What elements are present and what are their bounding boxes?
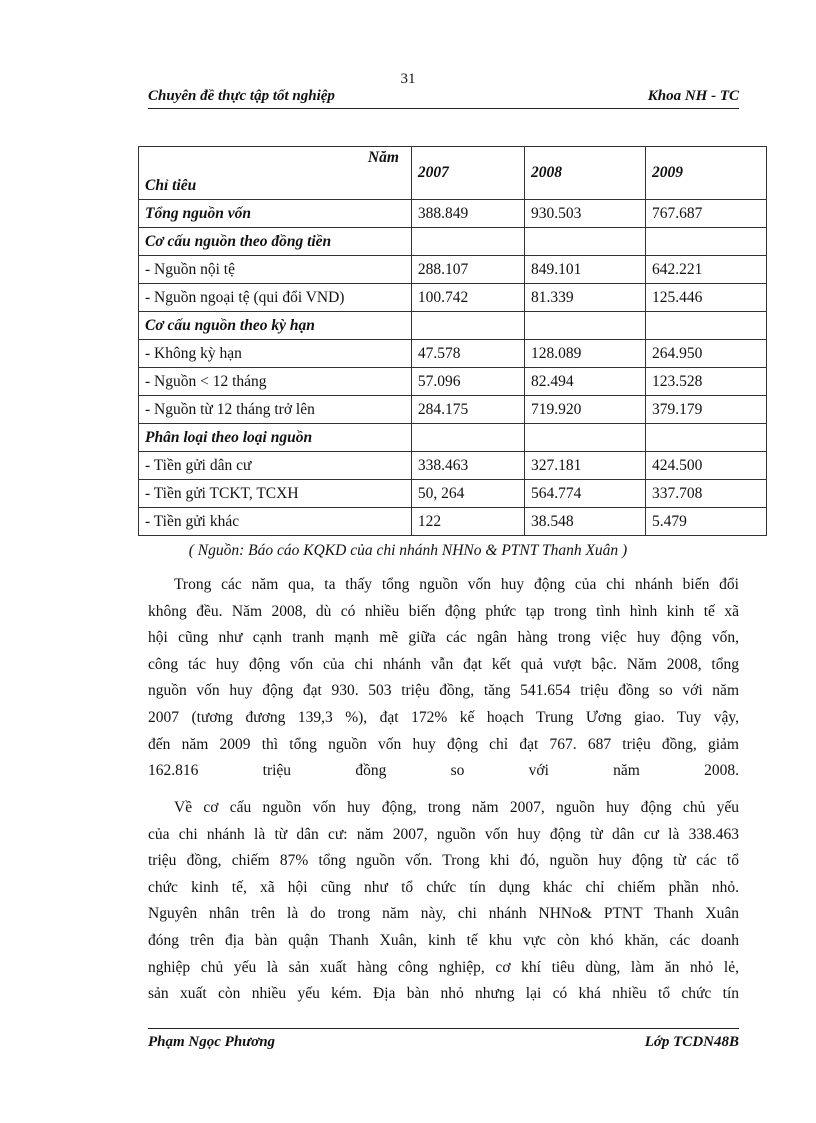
row-value-2008: 849.101 [525, 256, 646, 284]
row-value-2008 [525, 312, 646, 340]
paragraph-line: 2007 (tương đương 139,3 %), đạt 172% kế hoạch Trung Ương giao. Tuy vậy, [148, 708, 739, 726]
header-document-title: Chuyên đề thực tập tốt nghiệp [148, 88, 335, 104]
row-value-2007 [411, 424, 524, 452]
row-value-2007: 100.742 [411, 284, 524, 312]
row-value-2008: 82.494 [525, 368, 646, 396]
row-label: - Nguồn < 12 tháng [139, 368, 412, 396]
corner-indicator-label: Chỉ tiêu [145, 177, 197, 194]
row-label: Cơ cấu nguồn theo kỳ hạn [139, 312, 412, 340]
row-value-2009 [646, 228, 767, 256]
table-row [139, 256, 767, 284]
row-label: - Nguồn ngoại tệ (qui đổi VND) [139, 284, 412, 312]
paragraph-line: đóng trên địa bàn quận Thanh Xuân, kinh tế khu vực còn khó khăn, các doanh [148, 931, 739, 949]
paragraph-line: hội cũng như cạnh tranh mạnh mẽ giữa các ngân hàng trong việc huy động vốn, [148, 629, 739, 647]
table-row [139, 424, 767, 452]
row-value-2008: 327.181 [525, 452, 646, 480]
table-row [139, 340, 767, 368]
year-header-2009: 2009 [646, 147, 767, 200]
row-value-2009: 264.950 [646, 340, 767, 368]
row-label: Tổng nguồn vốn [139, 200, 412, 228]
row-label: - Nguồn nội tệ [139, 256, 412, 284]
paragraph-line: đến năm 2009 thì tổng nguồn vốn huy động chỉ đạt 767. 687 triệu đồng, giảm [148, 735, 739, 753]
row-label: - Tiền gửi dân cư [139, 452, 412, 480]
paragraph-line: chức kinh tế, xã hội cũng như tổ chức tín dụng khác chỉ chiếm phần nhỏ. [148, 878, 739, 896]
row-label: - Không kỳ hạn [139, 340, 412, 368]
paragraph-capital-trend [148, 572, 739, 785]
table-row [139, 508, 767, 536]
row-value-2009: 379.179 [646, 396, 767, 424]
row-value-2009: 123.528 [646, 368, 767, 396]
paragraph-line: công tác huy động vốn của chi nhánh vẫn đạt kết quả vượt bậc. Năm 2008, tổng [148, 655, 739, 673]
table-row [139, 200, 767, 228]
paragraph-line: không đều. Năm 2008, dù có nhiều biến động phức tạp trong tình hình kinh tế xã [148, 602, 739, 620]
table-row [139, 396, 767, 424]
paragraph-capital-structure [148, 795, 739, 1008]
row-value-2008: 719.920 [525, 396, 646, 424]
row-value-2008 [525, 424, 646, 452]
row-value-2008: 930.503 [525, 200, 646, 228]
paragraph-line: nguồn vốn huy động đạt 930. 503 triệu đồng, tăng 541.654 triệu đồng so với năm [148, 682, 739, 700]
row-value-2007: 288.107 [411, 256, 524, 284]
row-value-2007 [411, 312, 524, 340]
row-label: - Tiền gửi khác [139, 508, 412, 536]
row-value-2008 [525, 228, 646, 256]
table-row [139, 284, 767, 312]
row-label: Cơ cấu nguồn theo đồng tiền [139, 228, 412, 256]
footer-class: Lớp TCDN48B [644, 1034, 739, 1050]
header-faculty: Khoa NH - TC [647, 88, 739, 104]
table-corner-cell [139, 147, 412, 200]
table-row [139, 368, 767, 396]
row-value-2007: 47.578 [411, 340, 524, 368]
page-header [148, 88, 739, 109]
row-value-2009: 337.708 [646, 480, 767, 508]
paragraph-line: Về cơ cấu nguồn vốn huy động, trong năm 2007, nguồn huy động chủ yếu [174, 799, 739, 816]
row-value-2008: 38.548 [525, 508, 646, 536]
row-value-2009: 767.687 [646, 200, 767, 228]
year-header-2008: 2008 [525, 147, 646, 200]
year-header-2007: 2007 [411, 147, 524, 200]
paragraph-line: sản xuất còn nhiều yếu kém. Địa bàn nhỏ nhưng lại có khá nhiều tổ chức tín [148, 985, 739, 1003]
table-row [139, 312, 767, 340]
row-value-2007: 388.849 [411, 200, 524, 228]
row-value-2009 [646, 312, 767, 340]
paragraph-line: Nguyên nhân trên là do trong năm này, chi nhánh NHNo& PTNT Thanh Xuân [148, 905, 739, 923]
table-header-row [139, 147, 767, 200]
row-value-2007: 338.463 [411, 452, 524, 480]
row-label: - Tiền gửi TCKT, TCXH [139, 480, 412, 508]
capital-sources-table [138, 146, 767, 536]
row-value-2007 [411, 228, 524, 256]
row-value-2007: 50, 264 [411, 480, 524, 508]
table-row [139, 452, 767, 480]
corner-year-label: Năm [367, 149, 399, 166]
row-label: - Nguồn từ 12 tháng trở lên [139, 396, 412, 424]
page-number: 31 [400, 71, 416, 87]
row-value-2007: 122 [411, 508, 524, 536]
row-value-2008: 128.089 [525, 340, 646, 368]
paragraph-line: triệu đồng, chiếm 87% tổng nguồn vốn. Trong khi đó, nguồn huy động từ các tổ [148, 852, 739, 870]
row-value-2009: 642.221 [646, 256, 767, 284]
row-value-2009 [646, 424, 767, 452]
row-value-2009: 5.479 [646, 508, 767, 536]
row-value-2007: 284.175 [411, 396, 524, 424]
table-row [139, 480, 767, 508]
paragraph-line: 162.816 triệu đồng so với năm 2008. [148, 762, 739, 780]
row-value-2009: 125.446 [646, 284, 767, 312]
row-value-2009: 424.500 [646, 452, 767, 480]
paragraph-line: Trong các năm qua, ta thấy tổng nguồn vốn huy động của chi nhánh biến đổi [174, 576, 739, 593]
page-footer [148, 1028, 739, 1053]
row-value-2008: 81.339 [525, 284, 646, 312]
footer-author: Phạm Ngọc Phương [148, 1034, 276, 1050]
row-value-2007: 57.096 [411, 368, 524, 396]
paragraph-line: của chi nhánh là từ dân cư: năm 2007, nguồn vốn huy động từ dân cư là 338.463 [148, 825, 739, 843]
paragraph-line: nghiệp chủ yếu là sản xuất hàng công nghiệp, cơ khí tiêu dùng, làm ăn nhỏ lẻ, [148, 958, 739, 976]
row-value-2008: 564.774 [525, 480, 646, 508]
row-label: Phân loại theo loại nguồn [139, 424, 412, 452]
source-note: ( Nguồn: Báo cáo KQKD của chi nhánh NHNo & PTNT Thanh Xuân ) [188, 542, 628, 559]
table-row [139, 228, 767, 256]
